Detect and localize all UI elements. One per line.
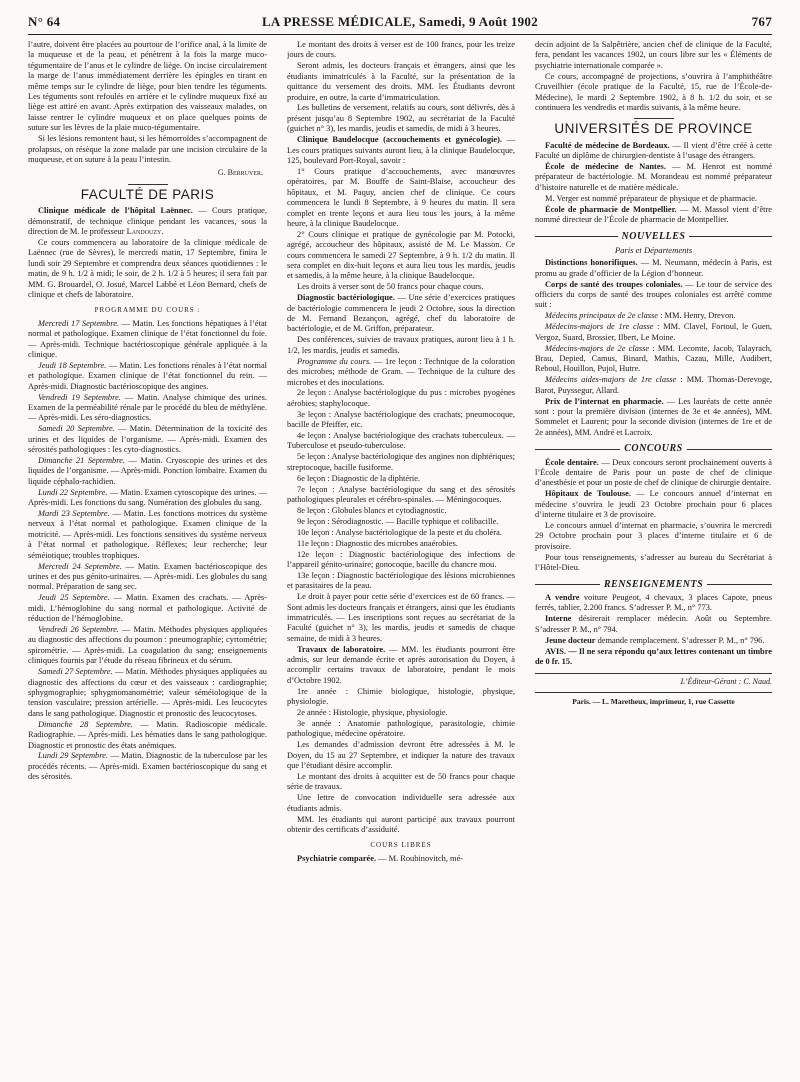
program-title: PROGRAMME DU COURS : (94, 306, 201, 315)
program-day: Mercredi 17 Septembre. (38, 318, 120, 328)
notice-bacteriologique (287, 293, 515, 335)
program-text: — Matin. Détermination de la toxicité des urines et des liquides de l’organisme. — Après-midi. Examen des sérosités pathologiques : les cyto-diagnostics. (28, 424, 267, 455)
column-right (535, 40, 772, 1082)
avis-notice: AVIS. — Il ne sera répondu qu’aux lettres contenant un timbre de 0 fr. 15. (535, 646, 772, 666)
program-day: Lundi 29 Septembre. (38, 751, 108, 761)
lesson-entry: 10e leçon : Analyse bactériologique de la peste et du choléra. (297, 527, 502, 537)
notice-body: — Une série d’exercices pratiques de bactériologie commencera le jeudi 2 Octobre, sous la direction de M. Fernand Bezançon, agrégé, chef du laboratoire de bactériologie, et de M. Griffon, préparateur. (287, 293, 515, 334)
section-title-faculte: FACULTÉ DE PARIS (80, 186, 215, 202)
program-text: — Matin. Cryoscopie des urines et des liquides de l’organisme. — Après-midi. Ponction lombaire. Examen du liquide céphalo-rachidien. (28, 456, 267, 486)
header-rule (28, 34, 772, 35)
program-day: Jeudi 18 Septembre. (38, 360, 107, 370)
lesson-entry: 2e leçon : Analyse bactériologique du pus : microbes pyogènes aérobies; staphylocoque. (287, 388, 515, 408)
officer-entry (535, 311, 772, 321)
page-number: 767 (751, 14, 772, 29)
printer-line: Paris. — L. Maretheux, imprimeur, 1, rue Cassette (572, 696, 735, 706)
notice-paragraph: MM. les étudiants qui auront participé aux travaux pourront obtenir des certificats d’assiduité. (287, 814, 515, 835)
officers-list (535, 311, 772, 396)
notice-paragraph: Les droits à verser sont de 50 francs pour chaque cours. (297, 282, 484, 292)
renseignements-title: RENSEIGNEMENTS (603, 578, 704, 590)
notice-heading: École de médecine de Nantes. (545, 162, 666, 172)
program-list (28, 319, 267, 783)
lesson-entry: 13e leçon : Diagnostic bactériologique des lésions microbiennes et parasitaires de la peau. (287, 570, 515, 591)
notice-paragraph: Les demandes d’admission devront être adressées à M. le Doyen, du 15 au 27 Septembre, et indiquer la nature des travaux que l’étudiant désire accomplir. (287, 740, 515, 771)
program-text: — Matin. Méthodes physiques appliquées au diagnostic des affections du cœur et des vaisseaux : cardiographie; sphygmographie; sphygmomanométrie; valeur séméiologique de la tension vasculaire; pression artérielle. — Après-midi. Les leucocytes dans le sang pathologique. Diagnostic et pronostic des leucocytoses. (28, 667, 267, 718)
notice-body: — Les lauréats de cette année sont : pour la première division (internes de 3e et 4e années), MM. Sommelet et Laurent; pour la seconde division (internes de 1re et de 2e années), MM. André et Lacroix. (535, 396, 772, 437)
officer-entry (535, 322, 772, 343)
notice-paragraph: Pour tous renseignements, s’adresser au bureau du Secrétariat à l’Hôtel-Dieu. (535, 552, 772, 573)
notice-body: — Il vient d’être créé à cette Faculté un diplôme de chirurgien-dentiste à l’usage des étrangers. (535, 140, 772, 161)
notice-distinctions (535, 258, 772, 279)
program-entry (28, 593, 267, 624)
notice-body: — M. Henrot est nommé préparateur de bactériologie. M. Morandeau est nommé préparateur d’histoire naturelle et de matière médicale. (535, 162, 772, 192)
classified-body: voiture Peugeot, 4 chevaux, 3 places Capote, pneus ferrés, tablier, 2.200 francs. S’adresser P. M., n° 773. (535, 593, 772, 613)
notice-paragraph: Des conférences, suivies de travaux pratiques, auront lieu à 1 h. 1/2, les mardis, jeudis et samedis. (287, 335, 515, 355)
cours-libres-title: COURS LIBRES (370, 841, 432, 850)
program-entry (28, 319, 267, 361)
notice-psychiatrie (287, 854, 515, 864)
issue-number: N° 64 (28, 14, 61, 29)
lesson-entry: 7e leçon : Analyse bactériologique du sang et des sérosités pathologiques pleurales et cérébro-spinales. — Méningocoques. (287, 484, 515, 504)
renseignements-banner (535, 580, 772, 590)
notice-body: — M. Massol vient d’être nommé directeur de l’École de pharmacie de Montpellier. (535, 204, 772, 225)
notice-prix-internat (535, 397, 772, 439)
program-day: Dimanche 21 Septembre. (38, 456, 125, 466)
admission-paragraph: Seront admis, les docteurs français et étrangers, ainsi que les étudiants immatriculés à la Faculté, sur la présentation de la quittance du versement des droits. MM. les Étudiants devront produire, en outre, la carte d’immatriculation. (287, 61, 515, 102)
column-middle (287, 40, 515, 1082)
divider (634, 118, 674, 119)
classified-body: désirerait remplacer médecin. Août ou Septembre. S’adresser P. M., n° 794. (535, 614, 772, 634)
divider (535, 692, 772, 693)
program-day: Samedi 27 Septembre. (38, 667, 113, 677)
notice-travaux (287, 645, 515, 687)
program-day: Mardi 23 Septembre. (38, 509, 110, 519)
notice-heading: Hôpitaux de Toulouse. (545, 489, 631, 499)
program-entry (28, 667, 267, 719)
notice-paragraph: Le droit à payer pour cette série d’exercices est de 60 francs. — Sont admis les docteurs français et étrangers, ainsi que les étudiants immatriculés. — Les inscriptions sont reçues au secrétariat de la Faculté (guichet n° 3), les mardis, jeudis et samedis de chaque semaine, de midi à 3 heures. (287, 592, 515, 643)
lesson-entry: 8e leçon : Globules blancs et cytodiagnostic. (297, 505, 447, 515)
program-day: Mercredi 24 Septembre. (38, 561, 122, 571)
program-entry (28, 751, 267, 782)
officer-names: : MM. Thomas-Derevoge, Barot, Puyssegur, Allard. (535, 375, 772, 395)
program-entry (28, 361, 267, 392)
program-day: Vendredi 26 Septembre. (38, 625, 120, 635)
program-text: — Matin. Examen cytoscopique des urines. — Après-midi. Les fonctions du sang. Numération des globules du sang. (28, 487, 267, 508)
officer-rank: Médecins principaux de 2e classe (545, 311, 659, 321)
notice-heading: Faculté de médecine de Bordeaux. (545, 140, 670, 150)
lesson-entry: 11e leçon : Diagnostic des microbes anaérobies. (297, 538, 458, 548)
program-text: — Matin. Examen bactérioscopique des urines et des pus génito-urinaires. — Après-midi. Les globules du sang normal. Préparation de sang sec. (28, 561, 267, 592)
program-text: — Matin. Radioscopie médicale. Radiographie. — Après-midi. Les hématies dans le sang pathologique. Diagnostic et pronostic des états anémiques. (28, 719, 267, 750)
officer-entry (535, 344, 772, 375)
lesson-entry: 9e leçon : Sérodiagnostic. — Bacille typhique et colibacille. (297, 516, 499, 526)
program-day: Lundi 22 Septembre. (38, 487, 108, 497)
concours-title: CONCOURS (624, 443, 683, 455)
program-entry (28, 488, 267, 509)
notice-corps-sante (535, 280, 772, 311)
classified-interne (535, 614, 772, 635)
article-continuation: decin adjoint de la Salpêtrière, ancien chef de clinique de la Faculté, fera, pendant les vacances 1902, un cours libre sur les « Éléments de psychiatrie internationale comparée ». (535, 40, 772, 70)
column-left (28, 40, 267, 1082)
notice-paragraph: 2° Cours clinique et pratique de gynécologie par M. Potocki, agrégé, accoucheur des hôpitaux, assisté de M. Le Masson. Ce cours commencera le samedi 27 Septembre, à 9 h. 1/2 du matin. Il sera complet en dix-huit leçons et aura lieu tous les mardis, jeudis et samedis, à la même heure, à la clinique Baudelocque. (287, 229, 515, 281)
notice-montpellier (535, 205, 772, 226)
notice-bordeaux (535, 141, 772, 162)
notice-heading: Corps de santé des troupes coloniales. (545, 279, 683, 289)
notice-heading: École de pharmacie de Montpellier. (545, 204, 677, 214)
nouvelles-title: NOUVELLES (621, 230, 686, 242)
officer-names: : MM. Henry, Drevon. (658, 311, 736, 321)
lesson-entry: 12e leçon : Diagnostic bactériologique des infections de l’appareil génito-urinaire; gonocoque, bacille du chancre mou. (287, 549, 515, 569)
lesson-entry: 6e leçon : Diagnostic de la diphtérie. (297, 473, 421, 483)
program-entry (28, 720, 267, 751)
lessons-list (287, 388, 515, 591)
notice-body: — MM. les étudiants pourront être admis, sur leur demande écrite et après autorisation du Doyen, à accomplir certains travaux de laboratoire, pendant le mois d’Octobre 1902. (287, 644, 515, 685)
page-header (28, 14, 772, 36)
article-signature: G. Berruyer. (217, 168, 263, 178)
notice-heading: Diagnostic bactériologique. (297, 293, 395, 303)
program-entry (28, 509, 267, 561)
years-list (287, 687, 515, 740)
program-day: Dimanche 28 Septembre. (38, 719, 133, 729)
article-paragraph: Si les lésions remontent haut, si les hémorroïdes s’accompagnent de prolapsus, on résèque la zone malade par une incision circulaire de la muqueuse, et on suture à la peau l’intestin. (28, 134, 267, 164)
concours-banner (535, 444, 772, 454)
divider (128, 184, 168, 185)
bulletin-paragraph: Les bulletins de versement, relatifs au cours, sont délivrés, dès à présent jusqu’au 8 Septembre 1902, au secrétariat de la Faculté (guichet n° 3), les mardis, jeudis et samedis, de midi à 3 heures. (287, 103, 515, 134)
notice-heading: École dentaire. (545, 457, 599, 467)
officer-names: : MM. Lecomte, Jacob, Talayrach, Brau, Depied, Camus, Binard, Mathis, Cazau, Mille, Audibert, Reboul, Houillon, Pujol, Hutre. (535, 343, 772, 374)
notice-body: — M. Roubinovitch, mé- (376, 853, 464, 863)
program-first-lesson: — 1re leçon : Technique de la coloration des microbes; méthode de Gram. — Technique de la culture des microbes et des inoculations. (287, 356, 515, 387)
notice-heading: Travaux de laboratoire. (297, 644, 386, 654)
program-intro (287, 357, 515, 388)
program-text: — Matin. Les fonctions motrices du système nerveux à l’état normal et pathologique. Examen clinique de la motricité. — Après-midi. Les fonctions sensitives du système nerveux à l’état normal et pathologique. Réflexes; leur recherche; leur séméiotique; troubles trophiques. (28, 509, 267, 560)
notice-heading: Prix de l’internat en pharmacie. (545, 396, 664, 406)
program-text: — Matin. Analyse chimique des urines. Examen de la perméabilité rénale par le procédé du bleu de méthylène. — Après-midi. Les séro-diagnostics. (28, 392, 267, 423)
notice-paragraph: Ce cours commencera au laboratoire de la clinique médicale de Laënnec (rue de Sèvres), le mercredi matin, 17 Septembre, finira le lundi soir 29 Septembre et comprendra deux séances quotidiennes : le matin, de 9 h. 1/2 à midi; le soir, de 2 h. 1/2 à 5 heures; il sera fait par MM. G. Brouardel, O. Josué, Marcel Labbé et Léon Bernard, chefs de clinique et chefs de laboratoire. (28, 237, 267, 299)
program-label: Programme du cours. (297, 356, 372, 366)
notice-body: — Le tour de service des officiers du corps de santé des troupes coloniales est arrêté comme suit : (535, 279, 772, 310)
program-text: — Matin. Les fonctions rénales à l’état normal et pathologique. Examen clinique de l’état fonctionnel du rein. — Après-midi. Diagnostic bactérioscopique des angines. (28, 360, 267, 391)
year-entry: 1re année : Chimie biologique, histologie, physique, physiologie. (287, 686, 515, 707)
program-entry (28, 562, 267, 593)
lesson-entry: 4e leçon : Analyse bactériologique des crachats tuberculeux. — Tuberculose et pseudo-tuberculose. (287, 431, 515, 451)
notice-paragraph: Le concours annuel d’internat en pharmacie, s’ouvrira le mercredi 29 Octobre prochain pour 3 places d’interne titulaire et 6 de provisoire. (535, 521, 772, 551)
program-entry (28, 456, 267, 487)
program-entry (28, 393, 267, 424)
page-footer (535, 673, 772, 707)
notice-baudelocque (287, 135, 515, 166)
program-text: — Matin. Les fonctions hépatiques à l’état normal et pathologique. Examen clinique de l’état fonctionnel du foie. — Après-midi. Technique bactérioscopique générale appliquée à la clinique. (28, 318, 267, 359)
notice-body: — Cours pratique, démonstratif, de technique clinique pendant les vacances, sous la direction de M. le professeur (28, 206, 267, 236)
notice-heading: Psychiatrie comparée. (297, 853, 377, 863)
officer-rank: Médecins aides-majors de 1re classe (545, 375, 677, 385)
editor-line: L’Éditeur-Gérant : C. Naud. (680, 677, 772, 687)
classified-vendre (535, 593, 772, 614)
classified-heading: Jeune docteur (545, 635, 596, 645)
notice-body: — M. Neumann, médecin à Paris, est promu au grade d’officier de la Légion d’honneur. (535, 258, 772, 278)
program-text: — Matin. Diagnostic de la tuberculose par les procédés récents. — Après-midi. Examen bactérioscopique du sang et des sérosités. (28, 751, 267, 782)
notice-professor: Landouzy. (126, 227, 164, 236)
notice-paragraph: 1° Cours pratique d’accouchements, avec manœuvres opératoires, par M. Bouffe de Saint-Blaise, accoucheur des hôpitaux, et M. Paquy, ancien chef de clinique. Ce cours commencera le lundi 8 Septembre, à 9 heures du matin. Il sera complet en trente leçons et aura lieu tous les jours, à la même heure, à la clinique Baudelocque. (287, 166, 515, 228)
program-day: Jeudi 25 Septembre. (38, 593, 110, 603)
notice-paragraph: M. Verger est nommé préparateur de physique et de pharmacie. (545, 193, 758, 203)
classified-jeune-docteur (535, 636, 772, 646)
lesson-entry: 5e leçon : Analyse bactériologique des angines non diphtériques; streptocoque, bacille fusiforme. (287, 452, 515, 472)
program-entry (28, 424, 267, 455)
program-text: — Matin. Méthodes physiques appliquées au diagnostic des affections du poumon : pneumographie; cyrtométrie; spirométrie. — Après-midi. La coagulation du sang; enseignements cliniques fournis par l’étude du réseau fibrineux et du sérum. (28, 625, 267, 666)
notice-body: — Deux concours seront prochainement ouverts à l’École dentaire de Paris pour un poste de chef de clinique d’anesthésie et pour un poste de chef de clinique de chirurgie dentaire. (535, 457, 772, 488)
lesson-entry: 3e leçon : Analyse bactériologique des crachats; pneumocoque, bacille de Pfeiffer, etc. (287, 409, 515, 430)
program-entry (28, 625, 267, 667)
notice-heading: Clinique Baudelocque (accouchements et gynécologie). (297, 135, 502, 145)
paris-departements-subtitle: Paris et Départements (614, 244, 693, 255)
classified-heading: Interne (545, 614, 572, 624)
officer-entry (535, 375, 772, 396)
officer-rank: Médecins-majors de 2e classe (545, 343, 650, 353)
notice-ecole-dentaire (535, 458, 772, 489)
section-title-universites: UNIVERSITÉS DE PROVINCE (554, 121, 753, 137)
notice-heading: Clinique médicale de l’hôpital Laënnec. (38, 206, 193, 216)
notice-heading: Distinctions honorifiques. (545, 258, 638, 268)
classified-heading: A vendre (545, 593, 580, 602)
notice-paragraph: Le montant des droits à acquitter est de 50 francs pour chaque série de travaux. (287, 772, 515, 792)
notice-paragraph: Ce cours, accompagné de projections, s’ouvrira à l’amphithéâtre Cruveilhier (école pratique de la Faculté, 15, rue de l’École-de-Médecine), le mardi 2 Septembre 1902, à 8 h. 1/2 du soir, et se continuera les vendredis et mardis suivants, à la même heure. (535, 71, 772, 112)
notice-toulouse (535, 489, 772, 520)
classified-body: demande remplacement. S’adresser P. M., n° 796. (595, 635, 765, 645)
program-text: — Matin. Examen des crachats. — Après-midi. L’hémoglobine du sang normal et pathologique. Activité de réduction de l’hémoglobine. (28, 593, 267, 624)
masthead-title: LA PRESSE MÉDICALE, Samedi, 9 Août 1902 (261, 14, 539, 29)
article-continuation: l’autre, doivent être placées au pourtour de l’orifice anal, à la limite de la muqueuse et de la peau, et pénètrent à la fois la marge muco-tégumentaire de l’anus et le cylindre de liège. On incise circulairement la marge de l’anus immédiatement derrière les épingles en tirant en même temps sur le cylindre de liège, pour bien tendre les téguments. Les téguments sont refoulés en arrière et le cylindre muqueux fixé au liège est attiré en avant. Après extirpation des vaisseaux malades, on laisse rentrer le cylindre muqueux et on place quelques points de suture sur les lèvres de la plaie muco-tégumentaire. (28, 40, 267, 133)
officer-names: : MM. Clavel, Fortoul, le Guen, Vergoz, Suard, Brossier, Ilbert, Le Moine. (535, 322, 772, 342)
year-entry: 2e année : Histologie, physique, physiologie. (297, 708, 448, 718)
notice-body: — Les cours pratiques suivants auront lieu, à la clinique Baudelocque, 125, boulevard Port-Royal, savoir : (287, 135, 515, 165)
program-day: Vendredi 19 Septembre. (38, 392, 121, 402)
officer-rank: Médecins-majors de 1re classe (545, 322, 654, 332)
year-entry: 3e année : Anatomie pathologique, parasitologie, chimie pathologique, médecine opératoire. (287, 719, 515, 739)
notice-body: — Le concours annuel d’internat en médecine s’ouvrira le jeudi 23 Octobre prochain pour 6 places d’interne titulaire et 3 de provisoire. (535, 489, 772, 520)
fees-paragraph: Le montant des droits à verser est de 100 francs, pour les treize jours de cours. (287, 40, 515, 60)
program-day: Samedi 20 Septembre. (38, 424, 115, 434)
nouvelles-banner (535, 232, 772, 242)
notice-paragraph: Une lettre de convocation individuelle sera adressée aux étudiants admis. (287, 793, 515, 813)
notice-laennec (28, 206, 267, 237)
notice-nantes (535, 162, 772, 193)
